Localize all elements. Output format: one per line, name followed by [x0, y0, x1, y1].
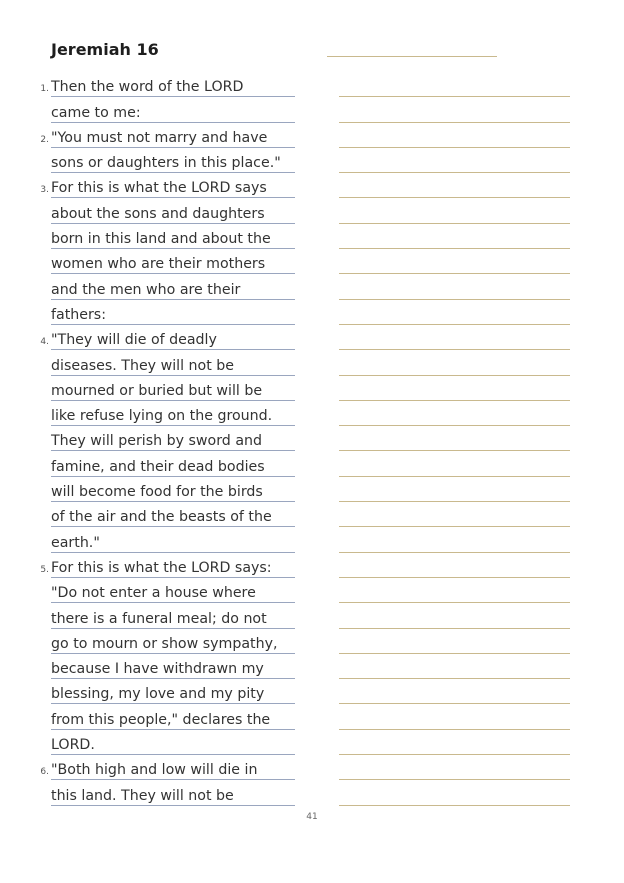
verse-row	[0, 705, 624, 730]
verse-row	[0, 452, 624, 477]
verse-row	[0, 630, 624, 655]
verse-text-line: this land. They will not be	[51, 787, 295, 806]
verse-text-line: like refuse lying on the ground.	[51, 407, 295, 426]
writing-line	[339, 602, 570, 603]
writing-line	[339, 577, 570, 578]
writing-line	[339, 375, 570, 376]
verse-text-line: born in this land and about the	[51, 230, 295, 249]
verse-row	[0, 98, 624, 123]
verse-text-line: LORD.	[51, 736, 295, 755]
verse-row	[0, 149, 624, 174]
verse-text-line: about the sons and daughters	[51, 205, 295, 224]
verse-row	[0, 174, 624, 199]
verse-row	[0, 503, 624, 528]
verse-number: 1.	[40, 84, 49, 95]
writing-line	[339, 172, 570, 173]
verse-row	[0, 781, 624, 806]
verse-text-line: from this people," declares the	[51, 711, 295, 730]
writing-line	[339, 754, 570, 755]
verse-text-line: "They will die of deadly	[51, 331, 295, 350]
verse-row	[0, 250, 624, 275]
verse-text-line: sons or daughters in this place."	[51, 154, 295, 173]
writing-line	[339, 273, 570, 274]
verse-text-line: For this is what the LORD says	[51, 179, 295, 198]
verse-text-line: there is a funeral meal; do not	[51, 610, 295, 629]
writing-line	[339, 526, 570, 527]
verse-text-line: earth."	[51, 534, 295, 553]
verse-row	[0, 427, 624, 452]
verse-text-line: fathers:	[51, 306, 295, 325]
verse-text-line: Then the word of the LORD	[51, 78, 295, 97]
verse-row	[0, 528, 624, 553]
verse-row	[0, 756, 624, 781]
verse-text-line: came to me:	[51, 104, 295, 123]
verse-row	[0, 478, 624, 503]
verse-row	[0, 402, 624, 427]
verse-number: 5.	[40, 564, 49, 575]
verse-row	[0, 731, 624, 756]
verse-number: 3.	[40, 185, 49, 196]
writing-line	[339, 299, 570, 300]
verse-text-line: "Both high and low will die in	[51, 761, 295, 780]
writing-line	[339, 729, 570, 730]
verse-text-line: of the air and the beasts of the	[51, 508, 295, 527]
writing-line	[339, 805, 570, 806]
verse-text-line: go to mourn or show sympathy,	[51, 635, 295, 654]
writing-line	[339, 501, 570, 502]
verse-text-line: mourned or buried but will be	[51, 382, 295, 401]
verse-number: 6.	[40, 767, 49, 778]
verse-text-line: diseases. They will not be	[51, 357, 295, 376]
writing-line	[339, 197, 570, 198]
writing-line	[339, 779, 570, 780]
writing-line	[339, 324, 570, 325]
verse-row	[0, 326, 624, 351]
verse-text-line: because I have withdrawn my	[51, 660, 295, 679]
writing-line	[339, 349, 570, 350]
writing-line	[339, 223, 570, 224]
verse-row	[0, 655, 624, 680]
writing-line	[339, 147, 570, 148]
page-number: 41	[306, 812, 318, 822]
verse-row	[0, 351, 624, 376]
writing-line	[339, 476, 570, 477]
verse-row	[0, 275, 624, 300]
verse-row	[0, 225, 624, 250]
verse-text-line: "You must not marry and have	[51, 129, 295, 148]
writing-line	[339, 678, 570, 679]
verse-row	[0, 604, 624, 629]
writing-line	[339, 703, 570, 704]
verse-number: 4.	[40, 337, 49, 348]
verse-text-line: "Do not enter a house where	[51, 584, 295, 603]
verse-text-line: For this is what the LORD says:	[51, 559, 295, 578]
verse-row	[0, 680, 624, 705]
verse-row	[0, 301, 624, 326]
writing-line	[339, 96, 570, 97]
verse-row	[0, 554, 624, 579]
verse-text-line: They will perish by sword and	[51, 432, 295, 451]
page-title: Jeremiah 16	[51, 40, 159, 59]
verse-row	[0, 124, 624, 149]
verse-text-line: will become food for the birds	[51, 483, 295, 502]
verse-text-line: blessing, my love and my pity	[51, 685, 295, 704]
writing-line	[339, 400, 570, 401]
verse-row	[0, 579, 624, 604]
verse-rows	[0, 73, 624, 807]
verse-row	[0, 199, 624, 224]
writing-line	[339, 248, 570, 249]
writing-line	[339, 425, 570, 426]
verse-row	[0, 377, 624, 402]
verse-number: 2.	[40, 134, 49, 145]
writing-line	[339, 552, 570, 553]
writing-line	[339, 122, 570, 123]
verse-text-line: and the men who are their	[51, 281, 295, 300]
writing-line	[339, 653, 570, 654]
verse-text-line: women who are their mothers	[51, 255, 295, 274]
verse-text-line: famine, and their dead bodies	[51, 458, 295, 477]
writing-line	[339, 628, 570, 629]
title-writing-line	[327, 56, 497, 57]
verse-row	[0, 73, 624, 98]
writing-line	[339, 450, 570, 451]
